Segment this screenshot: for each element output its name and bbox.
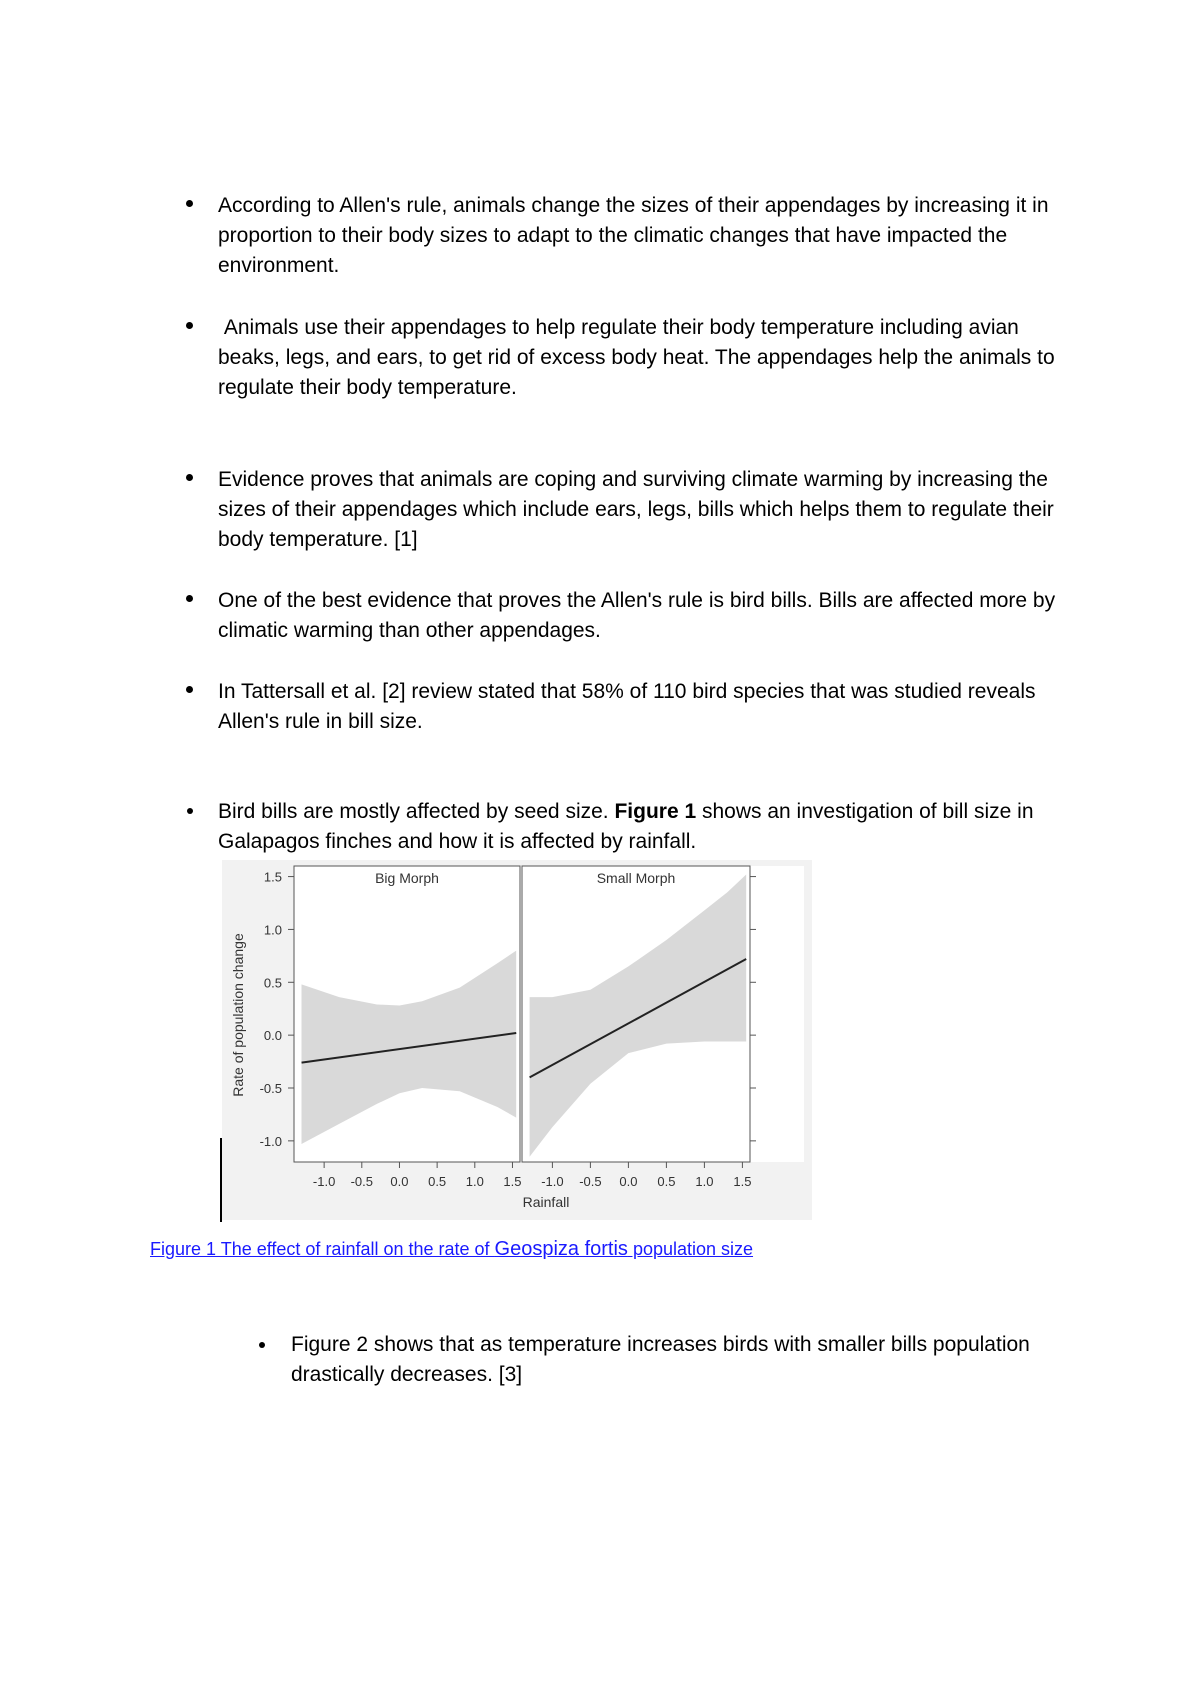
- bullet-text-after: shows an investigation of bill size in Galapagos finches and how it is affected by rainfall.: [218, 800, 1034, 853]
- y-tick-label: -1.0: [259, 1133, 282, 1149]
- bullet-text: In Tattersall et al. [2] review stated that 58% of 110 bird species that was studied reveals Allen's rule in bill size.: [218, 680, 1036, 733]
- figure-1-chart: [222, 860, 812, 1220]
- x-axis-label: Rainfall: [522, 1194, 570, 1210]
- y-axis-label: Rate of population change: [230, 933, 246, 1097]
- bullet-text-before: Bird bills are mostly affected by seed size.: [218, 800, 615, 823]
- bullet-text: One of the best evidence that proves the Allen's rule is bird bills. Bills are affected more by climatic warming than other appendages.: [218, 589, 1056, 642]
- x-tick-label: 0.5: [657, 1174, 676, 1189]
- caption-species: Geospiza fortis: [494, 1238, 628, 1260]
- bullet-dot: [187, 808, 193, 814]
- y-tick-label: 1.5: [263, 869, 282, 885]
- bullet-text: According to Allen's rule, animals change the sizes of their appendages by increasing it in proportion to their body sizes to adapt to the climatic changes that have impacted the environment.: [218, 194, 1049, 277]
- x-tick-label: 0.0: [390, 1174, 409, 1189]
- figure-1-svg: [222, 860, 812, 1220]
- x-tick-label: -0.5: [579, 1174, 602, 1189]
- x-tick-label: 1.5: [733, 1174, 752, 1189]
- bullet-text: Figure 2 shows that as temperature increases birds with smaller bills population drastically decreases. [3]: [291, 1333, 1030, 1386]
- y-tick-label: 1.0: [263, 922, 282, 938]
- bullet-dot: [186, 322, 193, 329]
- y-tick-label: -0.5: [259, 1081, 282, 1096]
- figure-1-caption: [150, 1238, 753, 1261]
- x-tick-label: 1.5: [503, 1174, 522, 1189]
- bullet-dot: [186, 474, 193, 481]
- bullet-text: Animals use their appendages to help regulate their body temperature including avian beaks, legs, and ears, to get rid of excess body heat. The appendages help the animals to regulate their body temperature.: [218, 316, 1061, 399]
- bullet-dot: [259, 1342, 265, 1348]
- x-tick-label: 1.0: [465, 1174, 484, 1189]
- x-tick-label: -1.0: [312, 1174, 336, 1189]
- x-tick-label: 0.5: [428, 1174, 447, 1189]
- panel-title-1: Big Morph: [375, 870, 439, 886]
- caption-prefix: Figure 1 The effect of rainfall on the rate of: [150, 1239, 495, 1259]
- caption-suffix: population size: [627, 1239, 754, 1259]
- x-tick-label: 1.0: [695, 1174, 714, 1189]
- x-tick-label: -1.0: [541, 1174, 564, 1189]
- bullet-text: [218, 797, 1068, 857]
- y-tick-label: 0.0: [263, 1028, 282, 1044]
- x-tick-label: 0.0: [619, 1174, 638, 1189]
- bullet-dot: [186, 595, 193, 602]
- bullet-dot: [186, 200, 193, 207]
- bullet-text: Evidence proves that animals are coping and surviving climate warming by increasing the sizes of their appendages which include ears, legs, bills which helps them to regulate their body temperature. [1]: [218, 468, 1054, 551]
- figure-1-reference: Figure 1: [614, 800, 697, 823]
- bullet-dot: [186, 686, 193, 693]
- panel-title-2: Small Morph: [596, 870, 676, 886]
- y-tick-label: 0.5: [263, 975, 282, 991]
- x-tick-label: -0.5: [350, 1174, 374, 1189]
